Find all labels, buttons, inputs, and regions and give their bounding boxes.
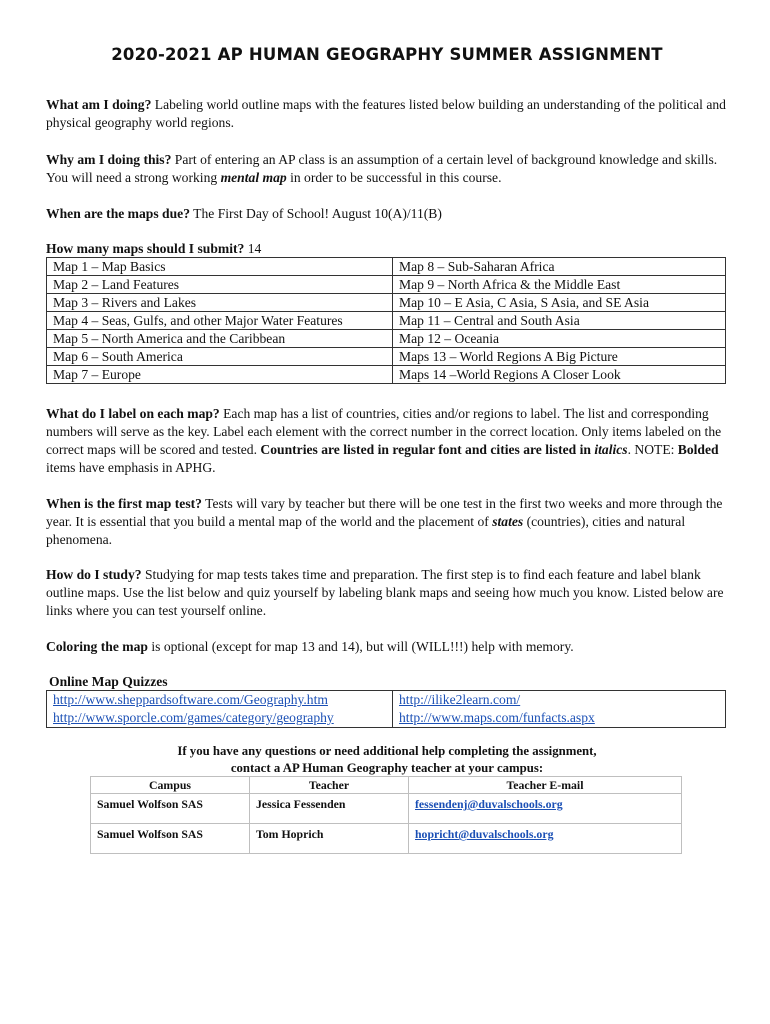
paragraph-label <box>46 405 728 477</box>
emphasis-mental-map: mental map <box>220 170 287 185</box>
answer-what: Labeling world outline maps with the features listed below building an understanding of the political and physical geography world regions. <box>46 97 726 130</box>
table-row <box>91 794 682 824</box>
quiz-link-ilike2learn[interactable]: http://ilike2learn.com/ <box>399 692 521 707</box>
help-note <box>46 743 728 777</box>
table-row <box>47 348 726 366</box>
answer-why: Part of entering an AP class is an assumption of a certain level of background knowledge and skills. You will need a strong working <box>46 152 718 185</box>
question-how-many: How many maps should I submit? <box>46 241 245 256</box>
table-row <box>47 330 726 348</box>
map-item: Map 11 – Central and South Asia <box>393 312 726 330</box>
page-title: 2020-2021 AP HUMAN GEOGRAPHY SUMMER ASSIGNMENT <box>111 45 663 64</box>
teacher-cell: Jessica Fessenden <box>250 794 409 824</box>
map-item: Map 4 – Seas, Gulfs, and other Major Water Features <box>47 312 393 330</box>
header-campus: Campus <box>91 777 250 794</box>
table-row <box>47 366 726 384</box>
header-email: Teacher E-mail <box>409 777 682 794</box>
question-label: What do I label on each map? <box>46 406 220 421</box>
answer-study: Studying for map tests takes time and preparation. The first step is to find each feature and label blank outline maps. Use the list below and quiz yourself by labeling blank maps and seeing how much you know. Listed below are links where you can test yourself online. <box>46 567 724 618</box>
table-row <box>47 294 726 312</box>
paragraph-coloring <box>46 638 728 656</box>
question-due: When are the maps due? <box>46 206 191 221</box>
map-item: Map 10 – E Asia, C Asia, S Asia, and SE Asia <box>393 294 726 312</box>
quizzes-heading <box>49 673 731 691</box>
answer-why-end: in order to be successful in this course. <box>286 170 502 185</box>
paragraph-why <box>46 151 728 187</box>
email-link-fessenden[interactable]: fessendenj@duvalschools.org <box>415 797 563 811</box>
quiz-links-right <box>393 691 726 728</box>
map-item: Map 1 – Map Basics <box>47 258 393 276</box>
bolded-note: Bolded <box>677 442 719 457</box>
font-note: Countries are listed in regular font and cities are listed in <box>260 442 595 457</box>
quiz-links-left <box>47 691 393 728</box>
email-cell <box>409 794 682 824</box>
paragraph-due <box>46 205 728 223</box>
table-row <box>47 276 726 294</box>
paragraph-study <box>46 566 728 620</box>
table-row <box>47 258 726 276</box>
map-item: Map 5 – North America and the Caribbean <box>47 330 393 348</box>
answer-label: Each map has a list of countries, cities and/or regions to label. The list and corresponding numbers will serve as the key. Label each element with the correct number in the correct location. Only items labeled on the correct maps will be scored and tested. <box>46 406 722 457</box>
email-cell <box>409 824 682 854</box>
map-item: Map 2 – Land Features <box>47 276 393 294</box>
campus-cell: Samuel Wolfson SAS <box>91 794 250 824</box>
map-item: Map 7 – Europe <box>47 366 393 384</box>
paragraph-first-test <box>46 495 728 549</box>
question-first-test: When is the first map test? <box>46 496 202 511</box>
question-why: Why am I doing this? <box>46 152 172 167</box>
help-line-2: contact a AP Human Geography teacher at your campus: <box>230 761 544 775</box>
answer-first-test: Tests will vary by teacher but there will be one test in the first two weeks and more through the year. It is essential that you build a mental map of the world and the placement of <box>46 496 723 529</box>
note-lead: . NOTE: <box>627 442 678 457</box>
table-row <box>91 824 682 854</box>
map-item: Map 8 – Sub-Saharan Africa <box>393 258 726 276</box>
map-item: Map 12 – Oceania <box>393 330 726 348</box>
header-teacher: Teacher <box>250 777 409 794</box>
paragraph-how-many <box>46 240 728 258</box>
map-item: Map 9 – North Africa & the Middle East <box>393 276 726 294</box>
quiz-links-table <box>46 690 726 728</box>
quizzes-heading-text: Online Map Quizzes <box>49 674 168 689</box>
maps-table <box>46 257 726 384</box>
map-item: Maps 14 –World Regions A Closer Look <box>393 366 726 384</box>
question-study: How do I study? <box>46 567 142 582</box>
coloring-lead: Coloring the map <box>46 639 148 654</box>
italics-note: italics <box>594 442 628 457</box>
help-line-1: If you have any questions or need additional help completing the assignment, <box>177 744 597 758</box>
map-item: Map 3 – Rivers and Lakes <box>47 294 393 312</box>
teacher-cell: Tom Hoprich <box>250 824 409 854</box>
quiz-link-sporcle[interactable]: http://www.sporcle.com/games/category/geography <box>53 710 334 725</box>
question-what: What am I doing? <box>46 97 152 112</box>
answer-how-many: 14 <box>244 241 262 256</box>
coloring-text: is optional (except for map 13 and 14), but will (WILL!!!) help with memory. <box>147 639 574 654</box>
paragraph-what <box>46 96 728 132</box>
map-item: Map 6 – South America <box>47 348 393 366</box>
emphasis-note: items have emphasis in APHG. <box>46 460 216 475</box>
contacts-table <box>90 776 682 854</box>
emphasis-states: states <box>492 514 524 529</box>
campus-cell: Samuel Wolfson SAS <box>91 824 250 854</box>
quiz-link-sheppard[interactable]: http://www.sheppardsoftware.com/Geography.htm <box>53 692 328 707</box>
answer-first-test-end: (countries), cities and natural phenomena. <box>46 514 686 547</box>
email-link-hoprich[interactable]: hopricht@duvalschools.org <box>415 827 554 841</box>
quiz-link-maps[interactable]: http://www.maps.com/funfacts.aspx <box>399 710 595 725</box>
map-item: Maps 13 – World Regions A Big Picture <box>393 348 726 366</box>
answer-due: The First Day of School! August 10(A)/11(B) <box>190 206 442 221</box>
table-row <box>47 312 726 330</box>
